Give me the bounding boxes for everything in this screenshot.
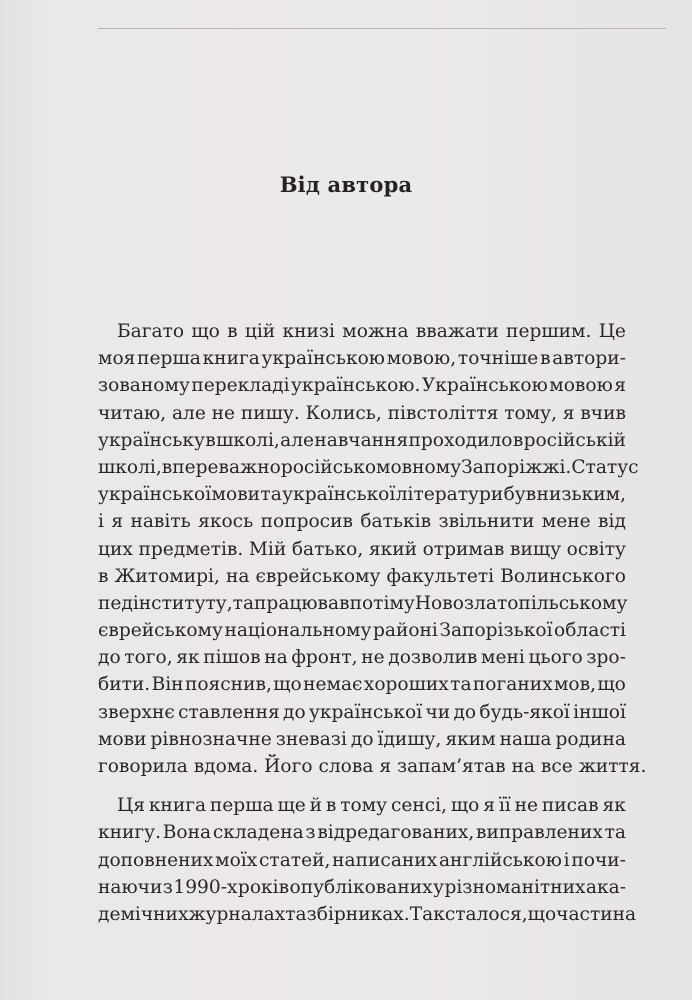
- text-line: і я навіть якось попросив батьків звільнити мене від: [98, 511, 626, 533]
- text-line: Багато що в цій книзі можна вважати першим. Це: [117, 321, 626, 342]
- text-line: моя перша книга українською мовою, точніше в автори-: [98, 348, 626, 370]
- text-line: українську в школі, але навчання проходило в російській: [98, 429, 626, 451]
- text-line: Ця книга перша ще й в тому сенсі, що я її не писав як: [117, 795, 626, 817]
- text-line: зверхнє ставлення до української чи до будь-якої іншої: [98, 701, 626, 723]
- text-line: доповнених моїх статей, написаних англійською і почи-: [98, 849, 626, 871]
- text-line: книгу. Вона складена з відредагованих, виправлених та: [98, 822, 626, 844]
- text-line: демічних журналах та збірниках. Так сталося, що частина: [98, 903, 637, 925]
- header-rule: [98, 28, 666, 29]
- page-title: Від автора: [279, 172, 413, 197]
- paragraph-gap: [98, 780, 626, 792]
- text-line: говорила вдома. Його слова я запам’ятав на все життя.: [98, 756, 647, 777]
- text-line: бити. Він пояснив, що немає хороших та поганих мов, що: [98, 674, 626, 696]
- text-line: читаю, але не пишу. Колись, півстоліття тому, я вчив: [98, 402, 626, 424]
- text-line: до того, як пішов на фронт, не дозволив мені цього зро-: [98, 647, 626, 669]
- paragraph: [98, 318, 647, 780]
- text-line: української мови та української літератури був низьким,: [98, 484, 626, 506]
- text-line: педінституту, та працював потім у Новозлатопільському: [98, 592, 628, 614]
- text-line: зованому перекладі українською. Українською мовою я: [98, 375, 626, 397]
- text-line: наючи з 1990-х років опублікованих у різноманітних ака-: [98, 876, 626, 898]
- text-line: в Житомирі, на єврейському факультеті Волинського: [98, 565, 626, 587]
- paragraph: [98, 792, 637, 928]
- text-line: цих предметів. Мій батько, який отримав вищу освіту: [98, 538, 626, 560]
- text-line: мови рівнозначне зневазі до їдишу, яким наша родина: [98, 728, 626, 750]
- text-line: школі, в переважно російськомовному Запоріжжі. Статус: [98, 456, 639, 478]
- text-line: єврейському національному районі Запорізької області: [98, 620, 626, 642]
- body-text: [98, 318, 647, 928]
